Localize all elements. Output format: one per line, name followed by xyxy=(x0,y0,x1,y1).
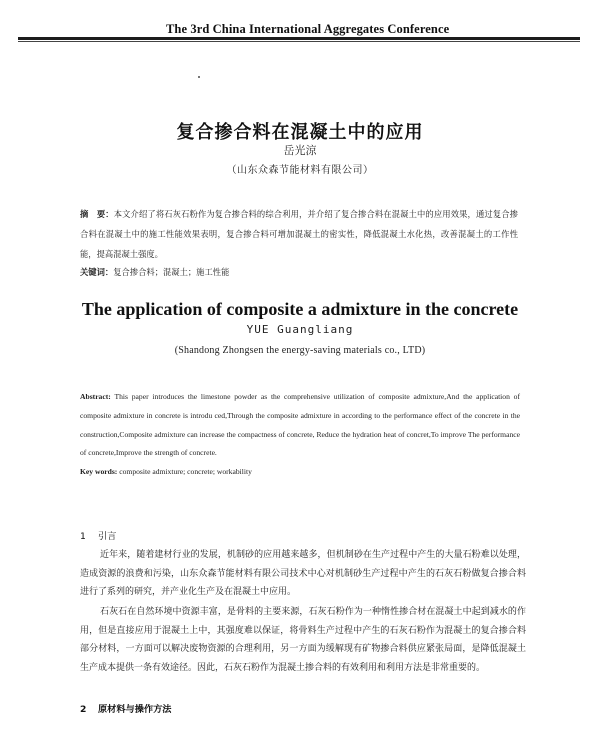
section-2-heading xyxy=(80,701,172,715)
conference-title: The 3rd China International Aggregates Conference xyxy=(166,22,450,36)
section-1-title: 引言 xyxy=(98,531,117,542)
scan-speck xyxy=(198,76,200,78)
chinese-affiliation: （山东众森节能材料有限公司） xyxy=(226,165,374,176)
chinese-keywords-label: 关键词： xyxy=(80,267,114,277)
section-1-number: 1 xyxy=(80,531,86,542)
conference-header xyxy=(0,0,600,46)
section-1-heading xyxy=(80,528,116,542)
chinese-abstract-label: 摘 要： xyxy=(80,209,114,219)
english-abstract-text: This paper introduces the limestone powder as the comprehensive utilization of composite admixture,And the application of composite admixture in concrete is introdu ced,Through the composite admixture in according to the performance effect of the concrete in the construction,Composite admixture can increase the compactness of concrete, Reduce the hydration heat of concret,To improve The performance of concrete,Improve the strength of concrete. xyxy=(80,392,520,458)
header-rule-thin xyxy=(18,41,580,42)
intro-paragraph-1: 近年来，随着建材行业的发展，机制砂的应用越来越多，但机制砂在生产过程中产生的大量石粉难以处理，造成资源的浪费和污染，山东众森节能材料有限公司技术中心对机制砂生产过程中产生的石灰石粉做复合掺合料进行了系列的研究，并产业化生产及在混凝土中应用。 xyxy=(80,550,526,598)
chinese-keywords-text: 复合掺合料；混凝土；施工性能 xyxy=(113,267,230,277)
chinese-abstract xyxy=(80,204,518,264)
chinese-abstract-text: 本文介绍了将石灰石粉作为复合掺合料的综合利用，并介绍了复合掺合料在混凝土中的应用效果，通过复合掺合料在混凝土中的施工性能效果表明，复合掺合料可增加混凝土的密实性，降低混凝土水化热，改善混凝土的工作性能，提高混凝土强度。 xyxy=(80,209,518,259)
section-2-title: 原材料与操作方法 xyxy=(98,704,172,715)
chinese-title: 复合掺合料在混凝土中的应用 xyxy=(176,122,424,143)
english-author: YUE Guangliang xyxy=(246,323,354,336)
english-keywords-label: Key words: xyxy=(80,467,118,476)
english-keywords xyxy=(80,467,520,476)
english-keywords-text: composite admixture; concrete; workability xyxy=(117,467,252,476)
english-abstract-label: Abstract: xyxy=(80,392,111,401)
header-rule-thick xyxy=(18,37,580,40)
chinese-keywords xyxy=(80,266,518,278)
intro-paragraph-2: 石灰石在自然环境中资源丰富，是骨料的主要来源，石灰石粉作为一种惰性掺合材在混凝土中起到减水的作用，但是直接应用于混凝土上中，其强度难以保证，将骨料生产过程中产生的石灰石粉作为混凝土的复合掺合料部分材料，一方面可以解决废物资源的合理利用，另一方面为缓解现有矿物掺合料供应紧张局面，是降低混凝土生产成本提供一条有效途径。因此，石灰石粉作为混凝土掺合料的有效利用和利用方法是非常重要的。 xyxy=(80,607,526,673)
chinese-author: 岳光涼 xyxy=(283,144,317,157)
section-2-number: 2 xyxy=(80,704,87,715)
english-abstract xyxy=(80,388,520,463)
english-title: The application of composite a admixture in the concrete xyxy=(81,299,519,319)
english-affiliation: (Shandong Zhongsen the energy-saving materials co., LTD) xyxy=(174,345,426,356)
